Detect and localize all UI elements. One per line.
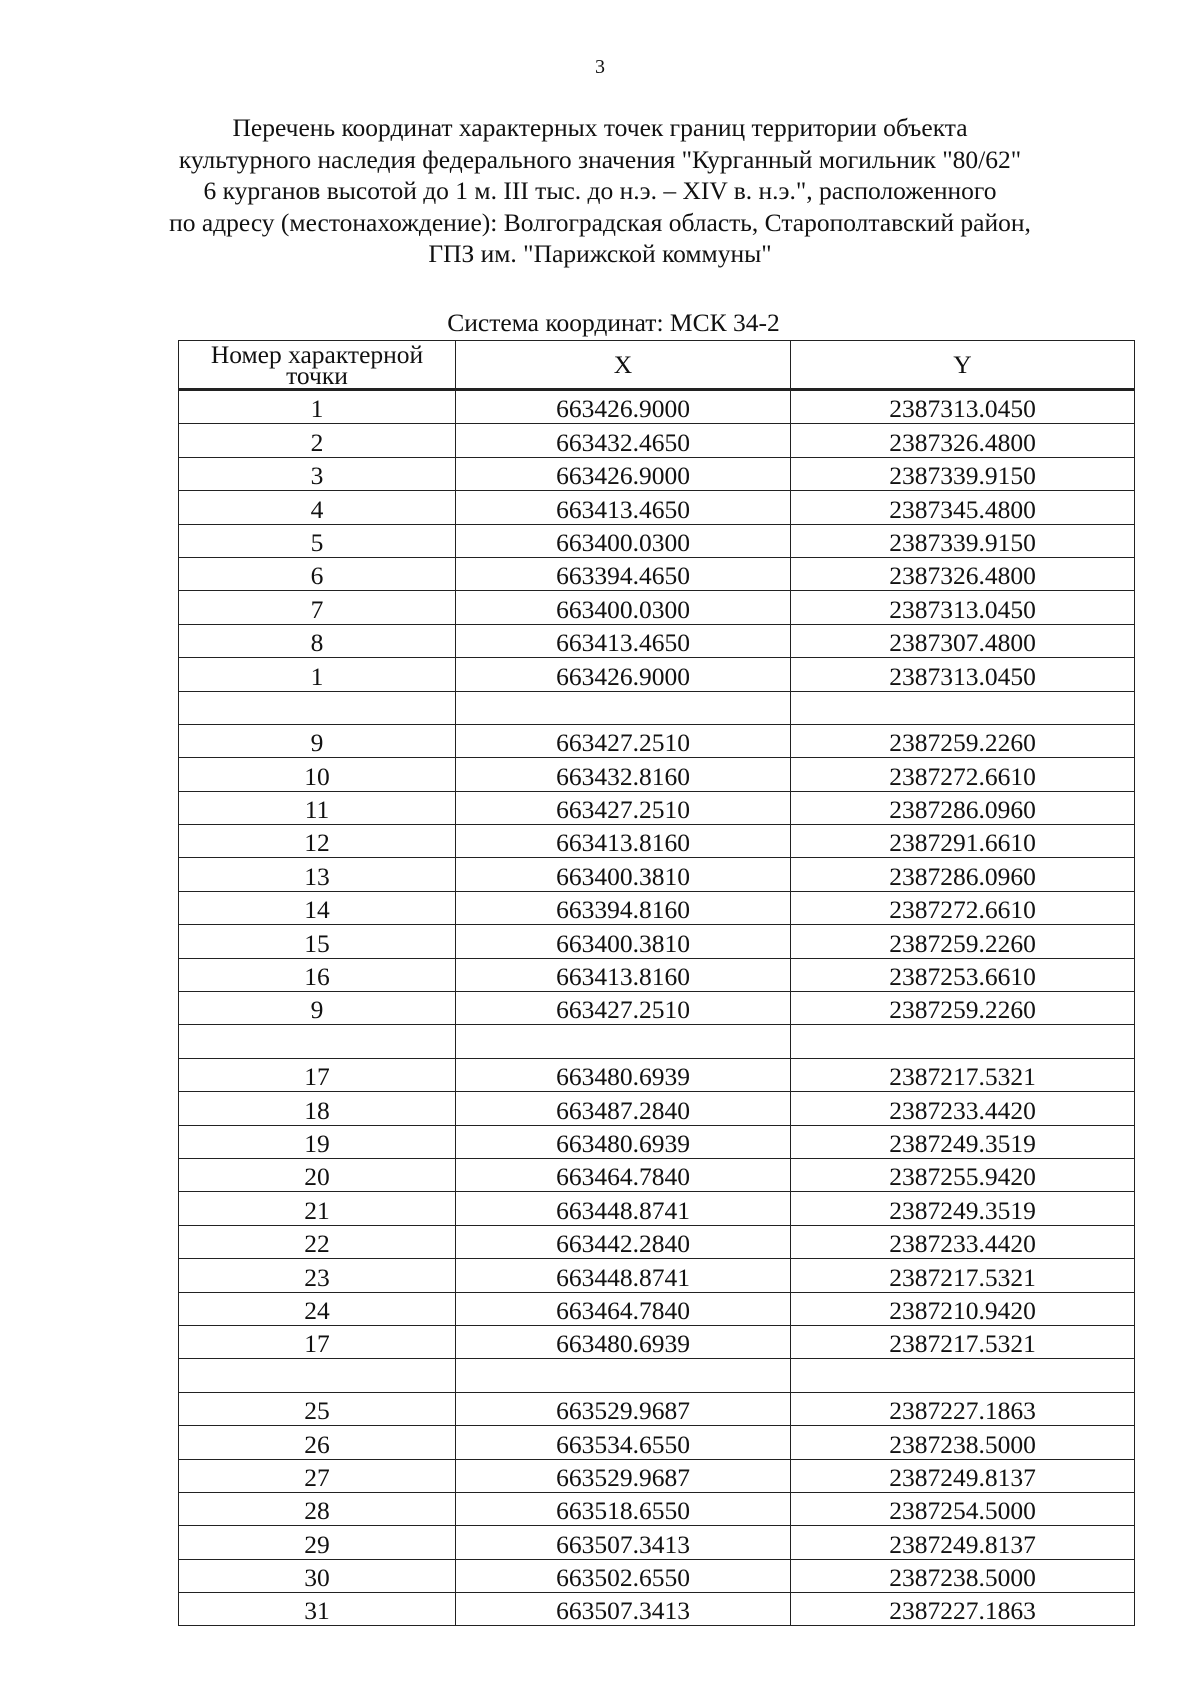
table-row — [179, 1225, 1135, 1258]
table-row — [179, 390, 1135, 424]
cell-point-number: 17 — [179, 1325, 456, 1358]
table-row — [179, 992, 1135, 1025]
table-row — [179, 758, 1135, 791]
table-row — [179, 557, 1135, 590]
cell-x: 663480.6939 — [456, 1125, 791, 1158]
cell-point-number — [179, 1025, 456, 1058]
cell-point-number: 6 — [179, 557, 456, 590]
table-header-row — [179, 341, 1135, 390]
cell-x: 663507.3413 — [456, 1593, 791, 1626]
cell-point-number: 9 — [179, 724, 456, 757]
cell-x: 663400.0300 — [456, 591, 791, 624]
table-row — [179, 691, 1135, 724]
cell-point-number: 21 — [179, 1192, 456, 1225]
cell-x — [456, 691, 791, 724]
cell-y: 2387238.5000 — [791, 1426, 1135, 1459]
cell-point-number: 24 — [179, 1292, 456, 1325]
table-row — [179, 791, 1135, 824]
cell-x: 663413.8160 — [456, 825, 791, 858]
table-row — [179, 1593, 1135, 1626]
cell-y: 2387227.1863 — [791, 1392, 1135, 1425]
cell-x: 663502.6550 — [456, 1559, 791, 1592]
table-row — [179, 1058, 1135, 1091]
cell-y: 2387253.6610 — [791, 958, 1135, 991]
cell-point-number: 5 — [179, 524, 456, 557]
cell-y: 2387217.5321 — [791, 1058, 1135, 1091]
table-row — [179, 825, 1135, 858]
table-row — [179, 1359, 1135, 1392]
cell-point-number: 25 — [179, 1392, 456, 1425]
table-row — [179, 1526, 1135, 1559]
cell-point-number: 31 — [179, 1593, 456, 1626]
cell-x: 663394.8160 — [456, 891, 791, 924]
cell-point-number: 23 — [179, 1259, 456, 1292]
cell-point-number: 13 — [179, 858, 456, 891]
header-point-line1: Номер характерной — [210, 339, 424, 369]
cell-x: 663432.4650 — [456, 424, 791, 457]
cell-point-number: 12 — [179, 825, 456, 858]
table-row — [179, 925, 1135, 958]
column-header-point-number — [179, 341, 456, 390]
cell-point-number — [179, 691, 456, 724]
cell-x: 663507.3413 — [456, 1526, 791, 1559]
table-row — [179, 1325, 1135, 1358]
cell-x: 663518.6550 — [456, 1492, 791, 1525]
table-row — [179, 1292, 1135, 1325]
table-row — [179, 724, 1135, 757]
cell-y: 2387238.5000 — [791, 1559, 1135, 1592]
table-row — [179, 1459, 1135, 1492]
cell-point-number: 26 — [179, 1426, 456, 1459]
cell-x: 663464.7840 — [456, 1158, 791, 1191]
cell-point-number: 27 — [179, 1459, 456, 1492]
cell-point-number: 7 — [179, 591, 456, 624]
cell-y: 2387249.3519 — [791, 1125, 1135, 1158]
cell-y: 2387339.9150 — [791, 524, 1135, 557]
cell-x: 663448.8741 — [456, 1192, 791, 1225]
cell-y: 2387255.9420 — [791, 1158, 1135, 1191]
table-row — [179, 491, 1135, 524]
cell-point-number: 11 — [179, 791, 456, 824]
cell-point-number: 4 — [179, 491, 456, 524]
cell-x: 663487.2840 — [456, 1092, 791, 1125]
column-header-x: X — [456, 341, 791, 390]
cell-y: 2387313.0450 — [791, 390, 1135, 424]
coordinate-system-caption: Система координат: МСК 34-2 — [447, 308, 780, 337]
coordinates-table — [178, 340, 1135, 1626]
cell-point-number: 1 — [179, 390, 456, 424]
cell-point-number: 29 — [179, 1526, 456, 1559]
cell-x: 663427.2510 — [456, 724, 791, 757]
cell-y: 2387217.5321 — [791, 1325, 1135, 1358]
title-line: 6 курганов высотой до 1 м. III тыс. до н.э. – XIV в. н.э.", расположенного — [203, 176, 997, 205]
cell-x: 663442.2840 — [456, 1225, 791, 1258]
cell-x: 663432.8160 — [456, 758, 791, 791]
cell-y: 2387272.6610 — [791, 758, 1135, 791]
cell-y: 2387210.9420 — [791, 1292, 1135, 1325]
cell-x: 663413.4650 — [456, 491, 791, 524]
cell-x: 663448.8741 — [456, 1259, 791, 1292]
cell-x: 663427.2510 — [456, 791, 791, 824]
table-row — [179, 1125, 1135, 1158]
cell-x: 663534.6550 — [456, 1426, 791, 1459]
cell-y: 2387286.0960 — [791, 858, 1135, 891]
cell-y: 2387217.5321 — [791, 1259, 1135, 1292]
title-line: ГПЗ им. "Парижской коммуны" — [428, 239, 772, 268]
cell-point-number: 1 — [179, 658, 456, 691]
cell-x: 663400.0300 — [456, 524, 791, 557]
table-row — [179, 591, 1135, 624]
cell-y: 2387259.2260 — [791, 724, 1135, 757]
cell-y: 2387307.4800 — [791, 624, 1135, 657]
table-row — [179, 1259, 1135, 1292]
table-row — [179, 1392, 1135, 1425]
table-row — [179, 658, 1135, 691]
cell-point-number: 22 — [179, 1225, 456, 1258]
title-line: Перечень координат характерных точек границ территории объекта — [232, 113, 968, 142]
cell-x: 663394.4650 — [456, 557, 791, 590]
cell-y: 2387249.8137 — [791, 1459, 1135, 1492]
cell-y: 2387286.0960 — [791, 791, 1135, 824]
cell-y: 2387313.0450 — [791, 591, 1135, 624]
cell-point-number: 15 — [179, 925, 456, 958]
cell-point-number: 2 — [179, 424, 456, 457]
cell-point-number — [179, 1359, 456, 1392]
cell-point-number: 3 — [179, 457, 456, 490]
cell-y: 2387259.2260 — [791, 925, 1135, 958]
table-row — [179, 457, 1135, 490]
cell-x — [456, 1025, 791, 1058]
cell-y: 2387326.4800 — [791, 557, 1135, 590]
cell-y: 2387249.3519 — [791, 1192, 1135, 1225]
table-row — [179, 1192, 1135, 1225]
table-row — [179, 891, 1135, 924]
cell-point-number: 18 — [179, 1092, 456, 1125]
cell-x — [456, 1359, 791, 1392]
cell-point-number: 10 — [179, 758, 456, 791]
cell-point-number: 20 — [179, 1158, 456, 1191]
table-row — [179, 424, 1135, 457]
cell-x: 663426.9000 — [456, 457, 791, 490]
cell-y: 2387313.0450 — [791, 658, 1135, 691]
cell-x: 663480.6939 — [456, 1325, 791, 1358]
cell-x: 663413.4650 — [456, 624, 791, 657]
table-row — [179, 958, 1135, 991]
cell-y: 2387227.1863 — [791, 1593, 1135, 1626]
table-row — [179, 1559, 1135, 1592]
cell-point-number: 16 — [179, 958, 456, 991]
column-header-y: Y — [791, 341, 1135, 390]
cell-x: 663464.7840 — [456, 1292, 791, 1325]
cell-x: 663400.3810 — [456, 858, 791, 891]
table-row — [179, 1426, 1135, 1459]
cell-y: 2387326.4800 — [791, 424, 1135, 457]
cell-x: 663529.9687 — [456, 1459, 791, 1492]
cell-x: 663426.9000 — [456, 390, 791, 424]
cell-y — [791, 1359, 1135, 1392]
cell-y: 2387254.5000 — [791, 1492, 1135, 1525]
cell-x: 663400.3810 — [456, 925, 791, 958]
table-row — [179, 1025, 1135, 1058]
cell-y: 2387233.4420 — [791, 1225, 1135, 1258]
table-body — [179, 390, 1135, 1626]
cell-x: 663480.6939 — [456, 1058, 791, 1091]
cell-point-number: 14 — [179, 891, 456, 924]
cell-y — [791, 1025, 1135, 1058]
header-point-line2: точки — [286, 360, 348, 390]
table-row — [179, 1158, 1135, 1191]
cell-y: 2387272.6610 — [791, 891, 1135, 924]
title-line: культурного наследия федерального значения "Курганный могильник "80/62" — [178, 144, 1022, 174]
cell-point-number: 28 — [179, 1492, 456, 1525]
cell-y: 2387345.4800 — [791, 491, 1135, 524]
cell-y: 2387339.9150 — [791, 457, 1135, 490]
cell-y: 2387233.4420 — [791, 1092, 1135, 1125]
cell-point-number: 9 — [179, 992, 456, 1025]
cell-x: 663426.9000 — [456, 658, 791, 691]
cell-point-number: 17 — [179, 1058, 456, 1091]
document-title — [160, 112, 1040, 270]
cell-y: 2387249.8137 — [791, 1526, 1135, 1559]
cell-point-number: 19 — [179, 1125, 456, 1158]
cell-y: 2387291.6610 — [791, 825, 1135, 858]
table-row — [179, 1492, 1135, 1525]
table-row — [179, 624, 1135, 657]
cell-x: 663529.9687 — [456, 1392, 791, 1425]
cell-y — [791, 691, 1135, 724]
table-row — [179, 858, 1135, 891]
cell-y: 2387259.2260 — [791, 992, 1135, 1025]
cell-x: 663427.2510 — [456, 992, 791, 1025]
page-number: 3 — [595, 56, 605, 78]
cell-point-number: 30 — [179, 1559, 456, 1592]
table-row — [179, 1092, 1135, 1125]
title-line: по адресу (местонахождение): Волгоградская область, Старополтавский район, — [169, 207, 1031, 237]
table-row — [179, 524, 1135, 557]
cell-x: 663413.8160 — [456, 958, 791, 991]
cell-point-number: 8 — [179, 624, 456, 657]
